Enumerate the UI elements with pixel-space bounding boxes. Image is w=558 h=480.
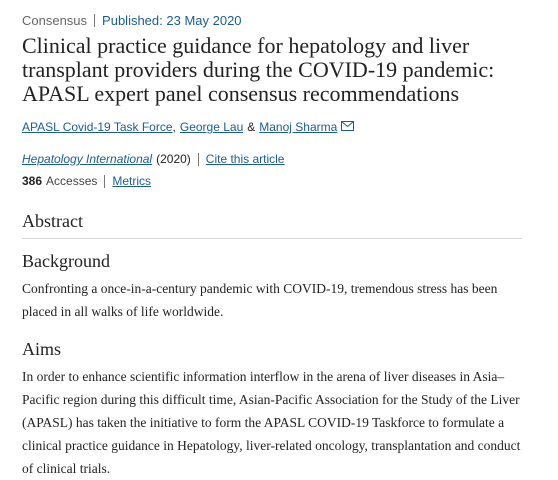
metrics-link[interactable]: Metrics [112, 174, 152, 188]
article-stats [22, 172, 532, 190]
author-link-task-force[interactable]: APASL Covid-19 Task Force [22, 120, 173, 134]
author-list [22, 118, 532, 136]
published-date: Published: 23 May 2020 [102, 12, 242, 28]
journal-year: (2020) [156, 152, 191, 166]
accesses-label: Accesses [46, 174, 98, 188]
article-title: Clinical practice guidance for hepatology and liver transplant providers during the COVID-19 pandemic: APASL expert panel consensus recommendations [22, 33, 495, 106]
journal-line [22, 150, 532, 168]
section-heading-aims: Aims [22, 339, 62, 359]
envelope-icon[interactable] [341, 120, 354, 134]
author-separator: , [172, 120, 176, 134]
article-meta [22, 10, 532, 30]
abstract-heading: Abstract [22, 211, 522, 239]
journal-link[interactable]: Hepatology International [22, 152, 153, 166]
article-type: Consensus [22, 12, 88, 28]
divider [94, 14, 95, 27]
section-heading-background: Background [22, 251, 110, 271]
cite-article-link[interactable]: Cite this article [205, 152, 285, 166]
divider [104, 175, 105, 188]
section-text-aims: In order to enhance scientific information interflow in the arena of liver diseases in Asia–Pacific region during this difficult time, Asian-Pacific Association for the Study of the Liver (APASL) has taken the initiative to form the APASL COVID-19 Taskforce to formulate a clinical practice guidance in Hepatology, liver-related oncology, transplantation and conduct of clinical trials. [22, 369, 521, 476]
author-ampersand: & [247, 120, 256, 134]
divider [198, 153, 199, 166]
author-link-george-lau[interactable]: George Lau [179, 120, 244, 134]
accesses-count: 386 [22, 174, 43, 188]
section-text-background: Confronting a once-in-a-century pandemic with COVID-19, tremendous stress has been placed in all walks of life worldwide. [22, 281, 498, 319]
article-page [22, 10, 532, 480]
author-link-manoj-sharma[interactable]: Manoj Sharma [259, 120, 338, 134]
